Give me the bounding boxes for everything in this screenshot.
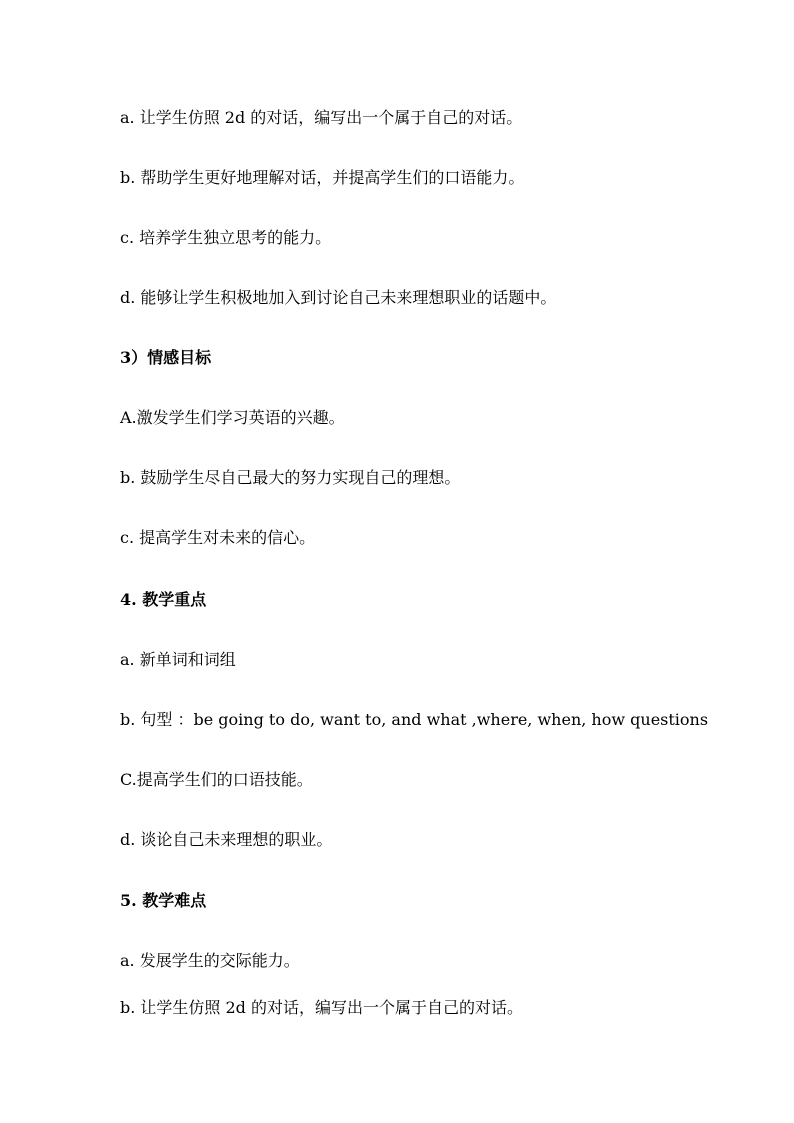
key-point-item-d: d. 谈论自己未来理想的职业。 [120, 830, 333, 849]
objective-item-d: d. 能够让学生积极地加入到讨论自己未来理想职业的话题中。 [120, 288, 557, 307]
section-heading-emotion: 3）情感目标 [120, 348, 212, 367]
section-heading-difficulties: 5. 教学难点 [120, 891, 207, 910]
emotion-item-b: b. 鼓励学生尽自己最大的努力实现自己的理想。 [120, 468, 461, 487]
section-heading-key-points: 4. 教学重点 [120, 590, 207, 609]
key-point-item-a: a. 新单词和词组 [120, 650, 236, 669]
difficulty-item-b: b. 让学生仿照 2d 的对话，编写出一个属于自己的对话。 [120, 998, 524, 1017]
emotion-item-a: A.激发学生们学习英语的兴趣。 [120, 408, 345, 427]
objective-item-a: a. 让学生仿照 2d 的对话，编写出一个属于自己的对话。 [120, 108, 523, 127]
emotion-item-c: c. 提高学生对未来的信心。 [120, 528, 316, 547]
objective-item-b: b. 帮助学生更好地理解对话，并提高学生们的口语能力。 [120, 168, 525, 187]
difficulty-item-a: a. 发展学生的交际能力。 [120, 951, 300, 970]
key-point-item-b: b. 句型 ：be going to do, want to, and what ,where, when, how questions [120, 710, 709, 729]
objective-item-c: c. 培养学生独立思考的能力。 [120, 228, 332, 247]
key-point-item-c: C.提高学生们的口语技能。 [120, 770, 313, 789]
